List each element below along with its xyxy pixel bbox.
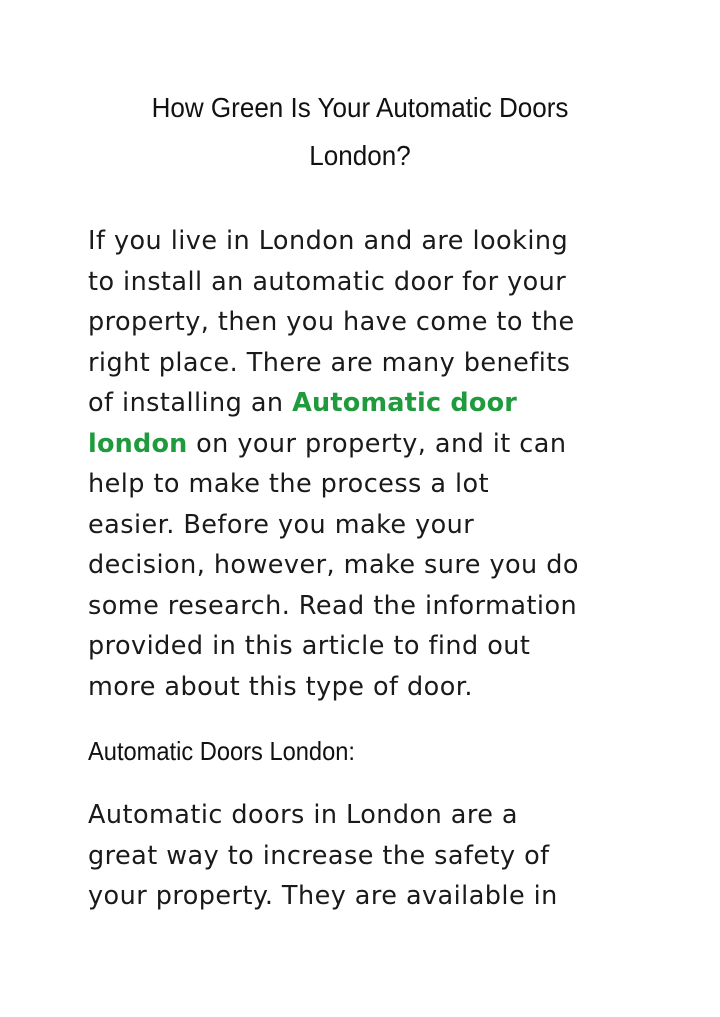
paragraph-line — [88, 424, 648, 465]
paragraph-line: provided in this article to find out — [88, 631, 531, 661]
paragraph-line: great way to increase the safety of — [88, 840, 550, 871]
automatic-door-london-link-part-2[interactable]: london — [88, 428, 188, 459]
paragraph-line: right place. There are many benefits — [88, 347, 571, 378]
section-paragraph — [88, 795, 648, 917]
paragraph-text: on your property, and it can — [187, 428, 567, 459]
paragraph-line: easier. Before you make your — [88, 509, 475, 540]
paragraph-line: help to make the process a lot — [88, 469, 490, 499]
page-title — [81, 84, 639, 180]
paragraph-line: your property. They are available in — [88, 881, 558, 911]
title-line-1: How Green Is Your Automatic Doors — [151, 92, 569, 123]
paragraph-line: Automatic doors in London are a — [88, 800, 518, 830]
title-line-2: London? — [309, 140, 411, 171]
paragraph-line: some research. Read the information — [88, 590, 578, 621]
paragraph-text: of installing an — [88, 388, 293, 418]
paragraph-line: property, then you have come to the — [88, 307, 575, 337]
paragraph-line: more about this type of door. — [88, 671, 473, 702]
paragraph-line — [88, 383, 648, 424]
paragraph-line: decision, however, make sure you do — [88, 550, 579, 580]
intro-paragraph — [88, 221, 648, 707]
section-heading: Automatic Doors London: — [88, 736, 355, 766]
paragraph-line: If you live in London and are looking — [88, 226, 569, 256]
paragraph-line: to install an automatic door for your — [88, 266, 567, 297]
automatic-door-london-link-part-1[interactable]: Automatic door — [292, 388, 518, 418]
